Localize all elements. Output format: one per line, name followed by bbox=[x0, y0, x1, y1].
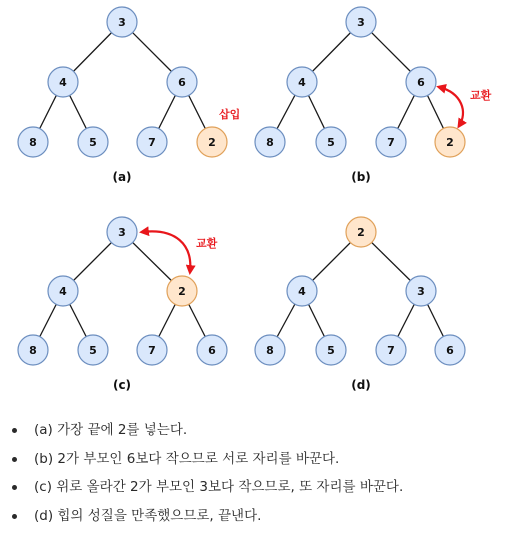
svg-text:5: 5 bbox=[327, 344, 335, 357]
tree-d bbox=[255, 217, 465, 392]
step-notes-list bbox=[0, 420, 526, 534]
tree-a-caption: (a) bbox=[112, 170, 132, 184]
tree-d-node-left bbox=[287, 276, 317, 306]
tree-d-node-ll bbox=[255, 335, 285, 365]
tree-a-node-ll bbox=[18, 127, 48, 157]
tree-b-node-left bbox=[287, 67, 317, 97]
tree-a-node-root bbox=[107, 7, 137, 37]
tree-b-node-rl bbox=[376, 127, 406, 157]
tree-c-node-root bbox=[107, 217, 137, 247]
tree-b-node-right bbox=[406, 67, 436, 97]
svg-text:2: 2 bbox=[208, 136, 216, 149]
tree-b-swap-label: 교환 bbox=[470, 89, 492, 102]
tree-a-node-left bbox=[48, 67, 78, 97]
svg-text:3: 3 bbox=[118, 226, 126, 239]
svg-text:8: 8 bbox=[266, 344, 274, 357]
tree-c-node-left bbox=[48, 276, 78, 306]
svg-text:5: 5 bbox=[89, 136, 97, 149]
tree-d-node-rl bbox=[376, 335, 406, 365]
svg-text:7: 7 bbox=[387, 136, 395, 149]
svg-text:6: 6 bbox=[446, 344, 454, 357]
tree-a-node-rl bbox=[137, 127, 167, 157]
step-note-b: (b) 2가 부모인 6보다 작으므로 서로 자리를 바꾼다. bbox=[34, 449, 526, 469]
tree-a-node-right bbox=[167, 67, 197, 97]
svg-text:7: 7 bbox=[148, 136, 156, 149]
tree-c-swap-label: 교환 bbox=[196, 237, 218, 250]
svg-text:6: 6 bbox=[178, 76, 186, 89]
tree-c-caption: (c) bbox=[112, 378, 132, 392]
svg-text:7: 7 bbox=[387, 344, 395, 357]
svg-text:8: 8 bbox=[29, 136, 37, 149]
tree-c-node-right-highlight bbox=[167, 276, 197, 306]
svg-text:2: 2 bbox=[446, 136, 454, 149]
tree-a-node-lr bbox=[78, 127, 108, 157]
svg-text:4: 4 bbox=[59, 285, 67, 298]
tree-c-node-ll bbox=[18, 335, 48, 365]
svg-text:4: 4 bbox=[298, 76, 306, 89]
tree-c-node-rr bbox=[197, 335, 227, 365]
tree-b-swap-arrow bbox=[439, 87, 463, 126]
step-note-d: (d) 힙의 성질을 만족했으므로, 끝낸다. bbox=[34, 506, 526, 526]
svg-text:2: 2 bbox=[357, 226, 365, 239]
tree-d-node-rr bbox=[435, 335, 465, 365]
svg-text:8: 8 bbox=[29, 344, 37, 357]
tree-a-node-rr-highlight bbox=[197, 127, 227, 157]
tree-b-node-lr bbox=[316, 127, 346, 157]
svg-text:3: 3 bbox=[118, 16, 126, 29]
svg-text:4: 4 bbox=[298, 285, 306, 298]
tree-c-swap-arrow bbox=[142, 231, 190, 272]
tree-d-node-root-highlight bbox=[346, 217, 376, 247]
svg-text:5: 5 bbox=[89, 344, 97, 357]
tree-b-node-root bbox=[346, 7, 376, 37]
svg-text:3: 3 bbox=[417, 285, 425, 298]
svg-text:3: 3 bbox=[357, 16, 365, 29]
tree-b-node-ll bbox=[255, 127, 285, 157]
tree-a-insert-label: 삽입 bbox=[219, 108, 241, 121]
tree-d-node-right bbox=[406, 276, 436, 306]
svg-text:6: 6 bbox=[417, 76, 425, 89]
tree-d-node-lr bbox=[316, 335, 346, 365]
tree-d-caption: (d) bbox=[351, 378, 371, 392]
step-note-a: (a) 가장 끝에 2를 넣는다. bbox=[34, 420, 526, 440]
tree-b-node-rr-highlight bbox=[435, 127, 465, 157]
svg-text:7: 7 bbox=[148, 344, 156, 357]
step-note-c: (c) 위로 올라간 2가 부모인 3보다 작으므로, 또 자리를 바꾼다. bbox=[34, 477, 526, 497]
svg-text:2: 2 bbox=[178, 285, 186, 298]
tree-a bbox=[18, 7, 240, 184]
svg-text:8: 8 bbox=[266, 136, 274, 149]
tree-b bbox=[255, 7, 492, 184]
tree-c-node-rl bbox=[137, 335, 167, 365]
svg-text:5: 5 bbox=[327, 136, 335, 149]
svg-text:4: 4 bbox=[59, 76, 67, 89]
tree-c-node-lr bbox=[78, 335, 108, 365]
tree-c bbox=[18, 217, 227, 392]
tree-b-caption: (b) bbox=[351, 170, 371, 184]
svg-text:6: 6 bbox=[208, 344, 216, 357]
